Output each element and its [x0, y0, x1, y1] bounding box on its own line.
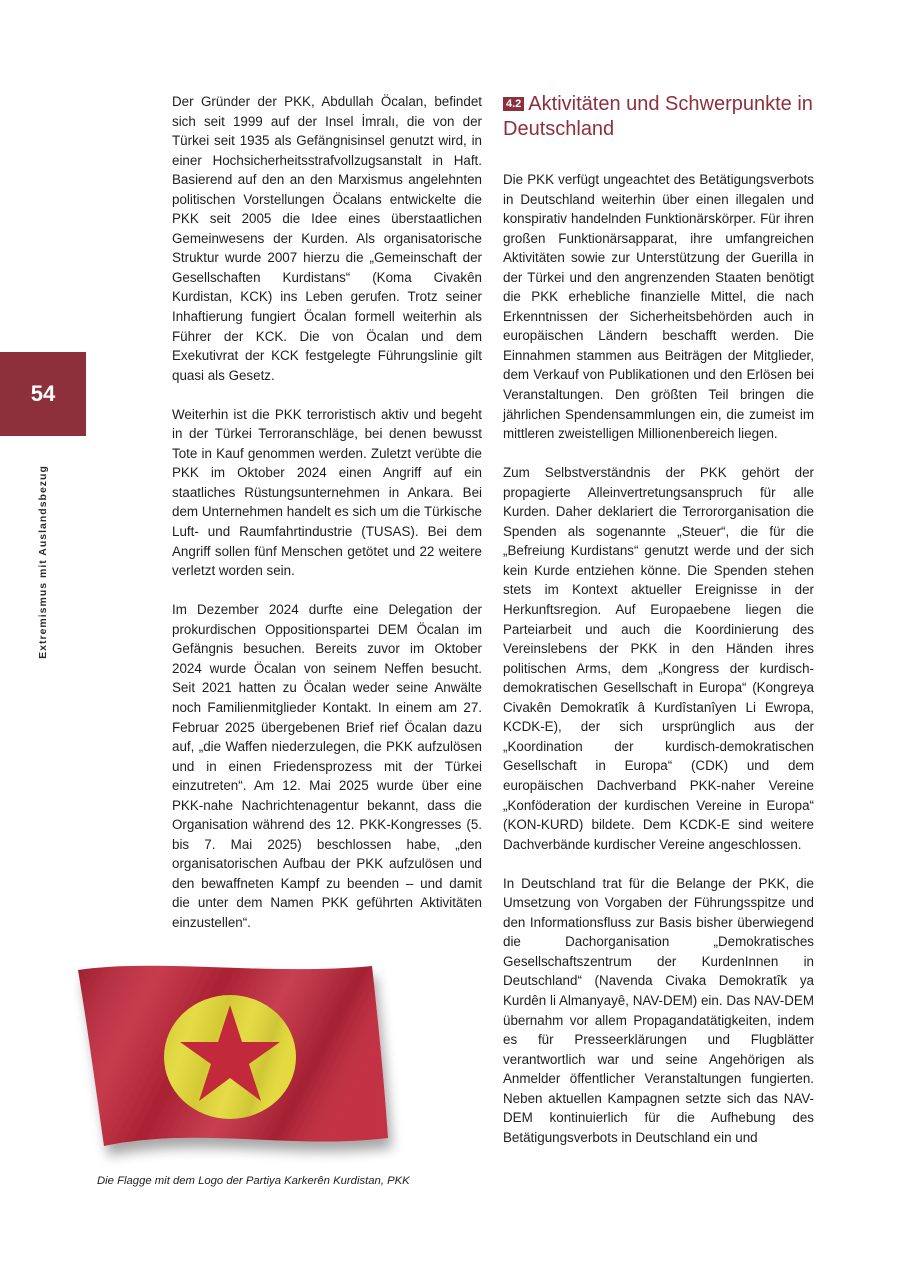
- paragraph: In Deutschland trat für die Belange der PKK, die Umsetzung von Vorgaben der Führungsspitze und den Informationsfluss zur Basis bisher überwiegend die Dachorganisation „Demokratisches Gesellschaftszentrum der KurdenInnen in Deutschland“ (Navenda Civaka Demokratîk ya Kurdên li Almanyayê, NAV-DEM) ein. Das NAV-DEM übernahm vor allem Propagandatätigkeiten, indem es für Presseerklärungen und Flugblätter verantwortlich war und seine Angehörigen als Anmelder öffentlicher Veranstaltungen fungierten. Neben aktuellen Kampagnen setzte sich das NAV-DEM kontinuierlich für die Aufhebung des Betätigungsverbots in Deutschland ein und: [503, 875, 814, 1145]
- paragraph: Zum Selbstverständnis der PKK gehört der propagierte Alleinvertretungsanspruch für alle Kurden. Daher deklariert die Terrororganisation die Spenden als sogenannte „Steuer“, die für die „Befreiung Kurdistans“ genutzt werde und der sich kein Kurde entziehen könne. Die Spenden stehen stets im Kontext aktueller Ereignisse in der Herkunftsregion. Auf Europaebene liegen die Parteiarbeit und auch die Koordinierung des Vereinslebens der PKK in den Händen ihres politischen Arms, dem „Kongress der kurdisch-demokratischen Gesellschaft in Europa“ (Kongreya Civakên Demokratîk â Kurdîstanîyen Li Ewropa, KCDK-E), der sich ursprünglich aus der „Koordination der kurdisch-demokratischen Gesellschaft in Europa“ (CDK) und dem europäischen Dachverband PKK-naher Vereine „Konföderation der kurdischen Vereine in Europa“ (KON-KURD) bildete. Dem KCDK-E sind weitere Dachverbände kurdischer Vereine angeschlossen.: [503, 465, 814, 852]
- left-text-column: [172, 92, 482, 952]
- pkk-flag-image: [70, 950, 410, 1170]
- paragraph: Der Gründer der PKK, Abdullah Öcalan, befindet sich seit 1999 auf der Insel İmralı, die von der Türkei seit 1935 als Gefängnisinsel genutzt wird, in einer Hochsicherheitsstrafvollzugsanstalt in Haft. Basierend auf den an den Marxismus angelehnten politischen Vorstellungen Öcalans entwickelte die PKK seit 2005 die Idee eines überstaatlichen Gemeinwesens der Kurden. Als organisatorische Struktur wurde 2007 hierzu die „Gemeinschaft der Gesellschaften Kurdistans“ (Koma Civakên Kurdistan, KCK) ins Leben gerufen. Trotz seiner Inhaftierung fungiert Öcalan formell weiterhin als Führer der KCK. Die von Öcalan und dem Exekutivrat der KCK festgelegte Führungslinie gilt quasi als Gesetz.: [172, 94, 482, 383]
- paragraph: Weiterhin ist die PKK terroristisch aktiv und begeht in der Türkei Terroranschläge, bei denen bewusst Tote in Kauf genommen werden. Zuletzt verübte die PKK im Oktober 2024 einen Angriff auf ein staatliches Rüstungsunternehmen in Ankara. Bei dem Unternehmen handelt es sich um die Türkische Luft- und Raumfahrtindustrie (TUSAS). Bei dem Angriff sollen fünf Menschen getötet und 22 weitere verletzt worden sein.: [172, 406, 482, 579]
- section-number-badge: 4.2: [503, 97, 524, 111]
- figure-caption: Die Flagge mit dem Logo der Partiya Karkerên Kurdistan, PKK: [97, 1175, 410, 1187]
- section-title: Aktivitäten und Schwerpunkte in Deutschland: [503, 93, 813, 140]
- paragraph: Die PKK verfügt ungeachtet des Betätigungsverbots in Deutschland weiterhin über einen illegalen und konspirativ handelnden Funktionärskörper. Für ihren großen Funktionärsapparat, ihre umfangreichen Aktivitäten sowie zur Unterstützung der Guerilla in der Türkei und den angrenzenden Staaten benötigt die PKK erhebliche finanzielle Mittel, die nach Erkenntnissen der Sicherheitsbehörden auch in europäischen Ländern beschafft werden. Die Einnahmen stammen aus Beiträgen der Mitglieder, dem Verkauf von Publikationen und den Erlösen bei Veranstaltungen. Den größten Teil bringen die jährlichen Spendensammlungen ein, die zumeist im mittleren zweistelligen Millionenbereich liegen.: [503, 172, 814, 442]
- page-number: 54: [30, 381, 56, 406]
- chapter-side-label: Extremismus mit Auslandsbezug: [37, 465, 49, 659]
- section-heading: [503, 92, 843, 142]
- right-text-column: [503, 170, 814, 1167]
- page-number-tab: [0, 352, 86, 436]
- paragraph: Im Dezember 2024 durfte eine Delegation der prokurdischen Oppositionspartei DEM Öcalan im Gefängnis besuchen. Bereits zuvor im Oktober 2024 wurde Öcalan von seinem Neffen besucht. Seit 2021 hatten zu Öcalan weder seine Anwälte noch Familienmitglieder Kontakt. In einem am 27. Februar 2025 übergebenen Brief rief Öcalan dazu auf, „die Waffen niederzulegen, die PKK aufzulösen und in einen Friedensprozess mit der Türkei einzutreten“. Am 12. Mai 2025 wurde über eine PKK-nahe Nachrichtenagentur bekannt, dass die Organisation während des 12. PKK-Kongresses (5. bis 7. Mai 2025) beschlossen habe, „den organisatorischen Aufbau der PKK aufzulösen und den bewaffneten Kampf zu beenden – und damit die unter dem Namen PKK geführten Aktivitäten einzustellen“.: [172, 602, 482, 930]
